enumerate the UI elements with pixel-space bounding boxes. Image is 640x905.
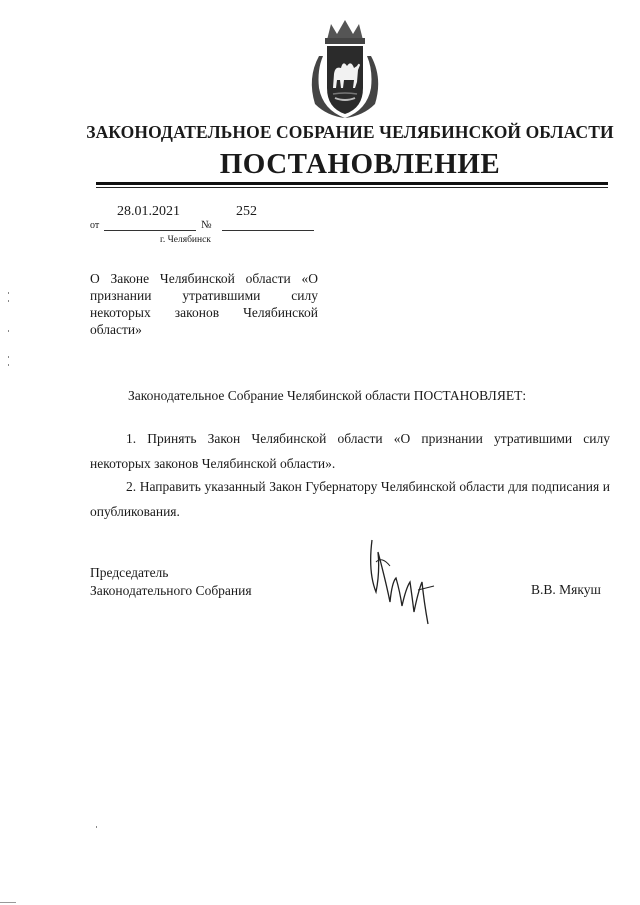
resolution-intro: Законодательное Собрание Челябинской области ПОСТАНОВЛЯЕТ: bbox=[128, 388, 527, 403]
signer-name: В.В. Мякуш bbox=[531, 582, 601, 597]
header-rule-thick bbox=[96, 182, 608, 185]
signer-title bbox=[90, 564, 252, 600]
scan-artifact bbox=[8, 356, 9, 358]
date-underline bbox=[104, 230, 196, 231]
coat-of-arms-icon bbox=[297, 18, 393, 122]
date-prefix-label: от bbox=[90, 220, 100, 231]
scan-artifact bbox=[8, 330, 9, 332]
scan-artifact bbox=[0, 902, 16, 903]
resolution-item: 1. Принять Закон Челябинской области «О признании утратившими силу некоторых законов Челябинской области». bbox=[90, 431, 610, 471]
scan-artifact bbox=[8, 292, 9, 294]
signer-title-line-2: Законодательного Собрания bbox=[90, 583, 252, 598]
scan-artifact bbox=[8, 364, 9, 366]
document-number: 252 bbox=[236, 204, 257, 219]
document-type-title: ПОСТАНОВЛЕНИЕ bbox=[219, 148, 501, 180]
header-rule-thin bbox=[96, 187, 608, 188]
number-sign-label: № bbox=[201, 219, 212, 231]
document-date: 28.01.2021 bbox=[117, 204, 180, 219]
number-underline bbox=[222, 230, 314, 231]
scan-artifact bbox=[8, 300, 9, 302]
city-label: г. Челябинск bbox=[160, 235, 211, 245]
scan-artifact bbox=[96, 826, 97, 828]
resolution-item: 2. Направить указанный Закон Губернатору Челябинской области для подписания и опубликования. bbox=[90, 479, 610, 519]
document-subject: О Законе Челябинской области «О признании утратившими силу некоторых законов Челябинской области» bbox=[90, 271, 318, 337]
signer-title-line-1: Председатель bbox=[90, 565, 169, 580]
handwritten-signature-icon bbox=[362, 532, 442, 628]
organization-title: ЗАКОНОДАТЕЛЬНОЕ СОБРАНИЕ ЧЕЛЯБИНСКОЙ ОБЛАСТИ bbox=[86, 122, 614, 142]
